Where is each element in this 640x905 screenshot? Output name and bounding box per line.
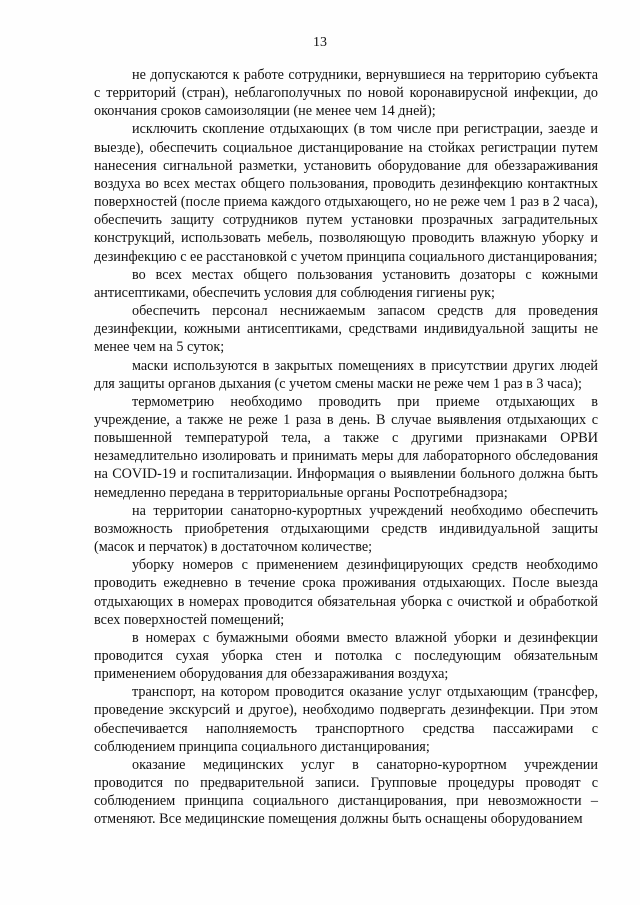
paragraph-staff-self-isolation: не допускаются к работе сотрудники, вернувшиеся на территорию субъекта с территорий (стран), неблагополучных по новой коронавирусной инфекции, до окончания сроков самоизоляции (не менее чем 14 дней);: [94, 67, 598, 120]
paragraph-masks: маски используются в закрытых помещениях в присутствии других людей для защиты органов дыхания (с учетом смены маски не реже чем 1 раз в 3 часа);: [94, 357, 598, 392]
page-number: 13: [313, 35, 327, 50]
paragraph-thermometry: термометрию необходимо проводить при приеме отдыхающих в учреждение, а также не реже 1 раза в день. В случае выявления отдыхающих с повышенной температурой тела, а также с другими признаками ОРВИ незамедлительно изолировать и принимать меры для лабораторного обследования на COVID-19 и госпитализации. Информация о выявлении больного должна быть немедленно передана в территориальные органы Роспотребнадзора;: [94, 393, 598, 501]
paragraph-medical-services: оказание медицинских услуг в санаторно-курортном учреждении проводится по предварительной записи. Групповые процедуры проводят с соблюдением принципа социального дистанцирования, при невозможности – отменяют. Все медицинские помещения должны быть оснащены оборудованием: [94, 756, 598, 828]
paragraph-room-cleaning: уборку номеров с применением дезинфицирующих средств необходимо проводить ежедневно в течение срока проживания отдыхающих. После выезда отдыхающих в номерах проводится обязательная уборка с очисткой и обработкой всех поверхностей помещений;: [94, 557, 598, 628]
paragraph-ppe-availability: на территории санаторно-курортных учреждений необходимо обеспечить возможность приобретения отдыхающими средств индивидуальной защиты (масок и перчаток) в достаточном количестве;: [94, 502, 598, 556]
paragraph-paper-wallpaper-rooms: в номерах с бумажными обоями вместо влажной уборки и дезинфекции проводится сухая уборка стен и потолка с последующим обязательным применением оборудования для обеззараживания воздуха;: [94, 629, 598, 683]
paragraph-sanitizer-dispensers: во всех местах общего пользования установить дозаторы с кожными антисептиками, обеспечить условия для соблюдения гигиены рук;: [94, 266, 598, 301]
document-body: [94, 66, 598, 829]
paragraph-avoid-crowding: исключить скопление отдыхающих (в том числе при регистрации, заезде и выезде), обеспечить социальное дистанцирование на стойках регистрации путем нанесения сигнальной разметки, установить оборудование для обеззараживания воздуха во всех местах общего пользования, проводить дезинфекцию контактных поверхностей (после приема каждого отдыхающего, но не реже чем 1 раз в 2 часа), обеспечить защиту сотрудников путем установки прозрачных заградительных конструкций, использовать мебель, позволяющую проводить влажную уборку и дезинфекцию с ее расстановкой с учетом принципа социального дистанцирования;: [94, 121, 598, 265]
paragraph-staff-supplies: обеспечить персонал неснижаемым запасом средств для проведения дезинфекции, кожными антисептиками, средствами индивидуальной защиты не менее чем на 5 суток;: [94, 303, 598, 356]
paragraph-transport: транспорт, на котором проводится оказание услуг отдыхающим (трансфер, проведение экскурсий и другое), необходимо подвергать дезинфекции. При этом обеспечивается наполняемость транспортного средства пассажирами с соблюдением принципа социального дистанцирования;: [94, 684, 598, 755]
